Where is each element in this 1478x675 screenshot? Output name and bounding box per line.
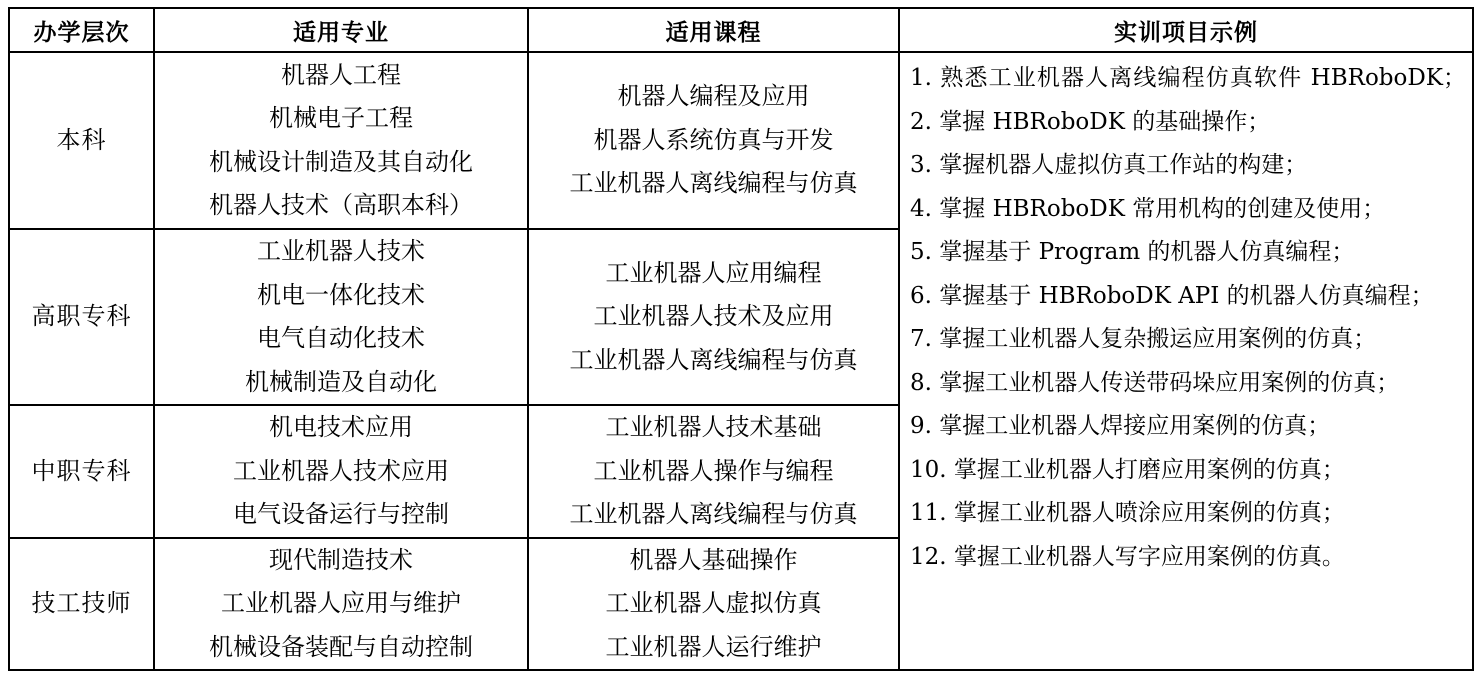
example-item: 9. 掌握工业机器人焊接应用案例的仿真； <box>910 413 1331 439</box>
major-item: 机器人工程 <box>281 60 401 89</box>
course-item: 工业机器人离线编程与仿真 <box>569 169 858 198</box>
course-item: 工业机器人离线编程与仿真 <box>569 345 858 374</box>
major-item: 机电一体化技术 <box>257 280 425 309</box>
course-item: 工业机器人技术及应用 <box>593 302 834 331</box>
major-item: 机电技术应用 <box>269 413 413 441</box>
major-item: 机械制造及自动化 <box>245 367 437 396</box>
level-cell: 高职专科 <box>9 229 154 405</box>
course-item: 机器人基础操作 <box>629 545 798 574</box>
majors-cell <box>154 405 528 538</box>
major-item: 机械设计制造及其自动化 <box>209 147 473 176</box>
major-item: 机器人技术（高职本科） <box>209 191 473 219</box>
example-item: 6. 掌握基于 HBRoboDK API 的机器人仿真编程； <box>910 282 1434 309</box>
training-table-container <box>8 7 1474 671</box>
example-item: 2. 掌握 HBRoboDK 的基础操作； <box>910 108 1271 135</box>
majors-cell <box>154 52 528 229</box>
major-item: 工业机器人技术应用 <box>233 456 449 485</box>
example-item: 12. 掌握工业机器人写字应用案例的仿真。 <box>910 543 1345 570</box>
level-cell: 本科 <box>9 52 154 229</box>
level-cell: 技工技师 <box>9 538 154 671</box>
course-item: 工业机器人应用编程 <box>605 258 822 287</box>
course-item: 工业机器人技术基础 <box>605 413 822 441</box>
courses-cell <box>528 229 899 405</box>
major-item: 电气设备运行与控制 <box>233 500 449 528</box>
header-courses: 适用课程 <box>528 8 899 52</box>
course-item: 工业机器人虚拟仿真 <box>605 589 822 617</box>
majors-cell <box>154 538 528 671</box>
example-item: 8. 掌握工业机器人传送带码垛应用案例的仿真； <box>910 369 1400 396</box>
example-item: 1. 熟悉工业机器人离线编程仿真软件 HBRoboDK； <box>910 65 1466 91</box>
major-item: 机械设备装配与自动控制 <box>209 632 473 661</box>
example-item: 7. 掌握工业机器人复杂搬运应用案例的仿真； <box>910 326 1377 352</box>
header-level: 办学层次 <box>9 8 154 52</box>
training-table <box>8 7 1474 671</box>
courses-cell <box>528 52 899 229</box>
majors-cell <box>154 229 528 405</box>
major-item: 现代制造技术 <box>269 545 413 574</box>
level-cell: 中职专科 <box>9 405 154 538</box>
major-item: 电气自动化技术 <box>257 324 425 352</box>
examples-cell <box>899 52 1473 670</box>
major-item: 机械电子工程 <box>269 104 413 132</box>
courses-cell <box>528 538 899 671</box>
table-header-row <box>9 8 1473 52</box>
major-item: 工业机器人应用与维护 <box>221 589 461 617</box>
table-row <box>9 52 1473 229</box>
example-item: 5. 掌握基于 Program 的机器人仿真编程； <box>910 239 1355 265</box>
course-item: 机器人编程及应用 <box>617 82 810 111</box>
example-item: 4. 掌握 HBRoboDK 常用机构的创建及使用； <box>910 195 1386 222</box>
header-majors: 适用专业 <box>154 8 528 52</box>
course-item: 工业机器人操作与编程 <box>593 456 834 485</box>
course-item: 工业机器人离线编程与仿真 <box>569 500 858 528</box>
example-item: 3. 掌握机器人虚拟仿真工作站的构建； <box>910 152 1308 178</box>
course-item: 工业机器人运行维护 <box>605 632 822 661</box>
major-item: 工业机器人技术 <box>257 237 425 265</box>
course-item: 机器人系统仿真与开发 <box>593 125 834 154</box>
header-examples: 实训项目示例 <box>899 8 1473 52</box>
courses-cell <box>528 405 899 538</box>
example-item: 11. 掌握工业机器人喷涂应用案例的仿真； <box>910 500 1345 526</box>
example-item: 10. 掌握工业机器人打磨应用案例的仿真； <box>910 456 1345 483</box>
